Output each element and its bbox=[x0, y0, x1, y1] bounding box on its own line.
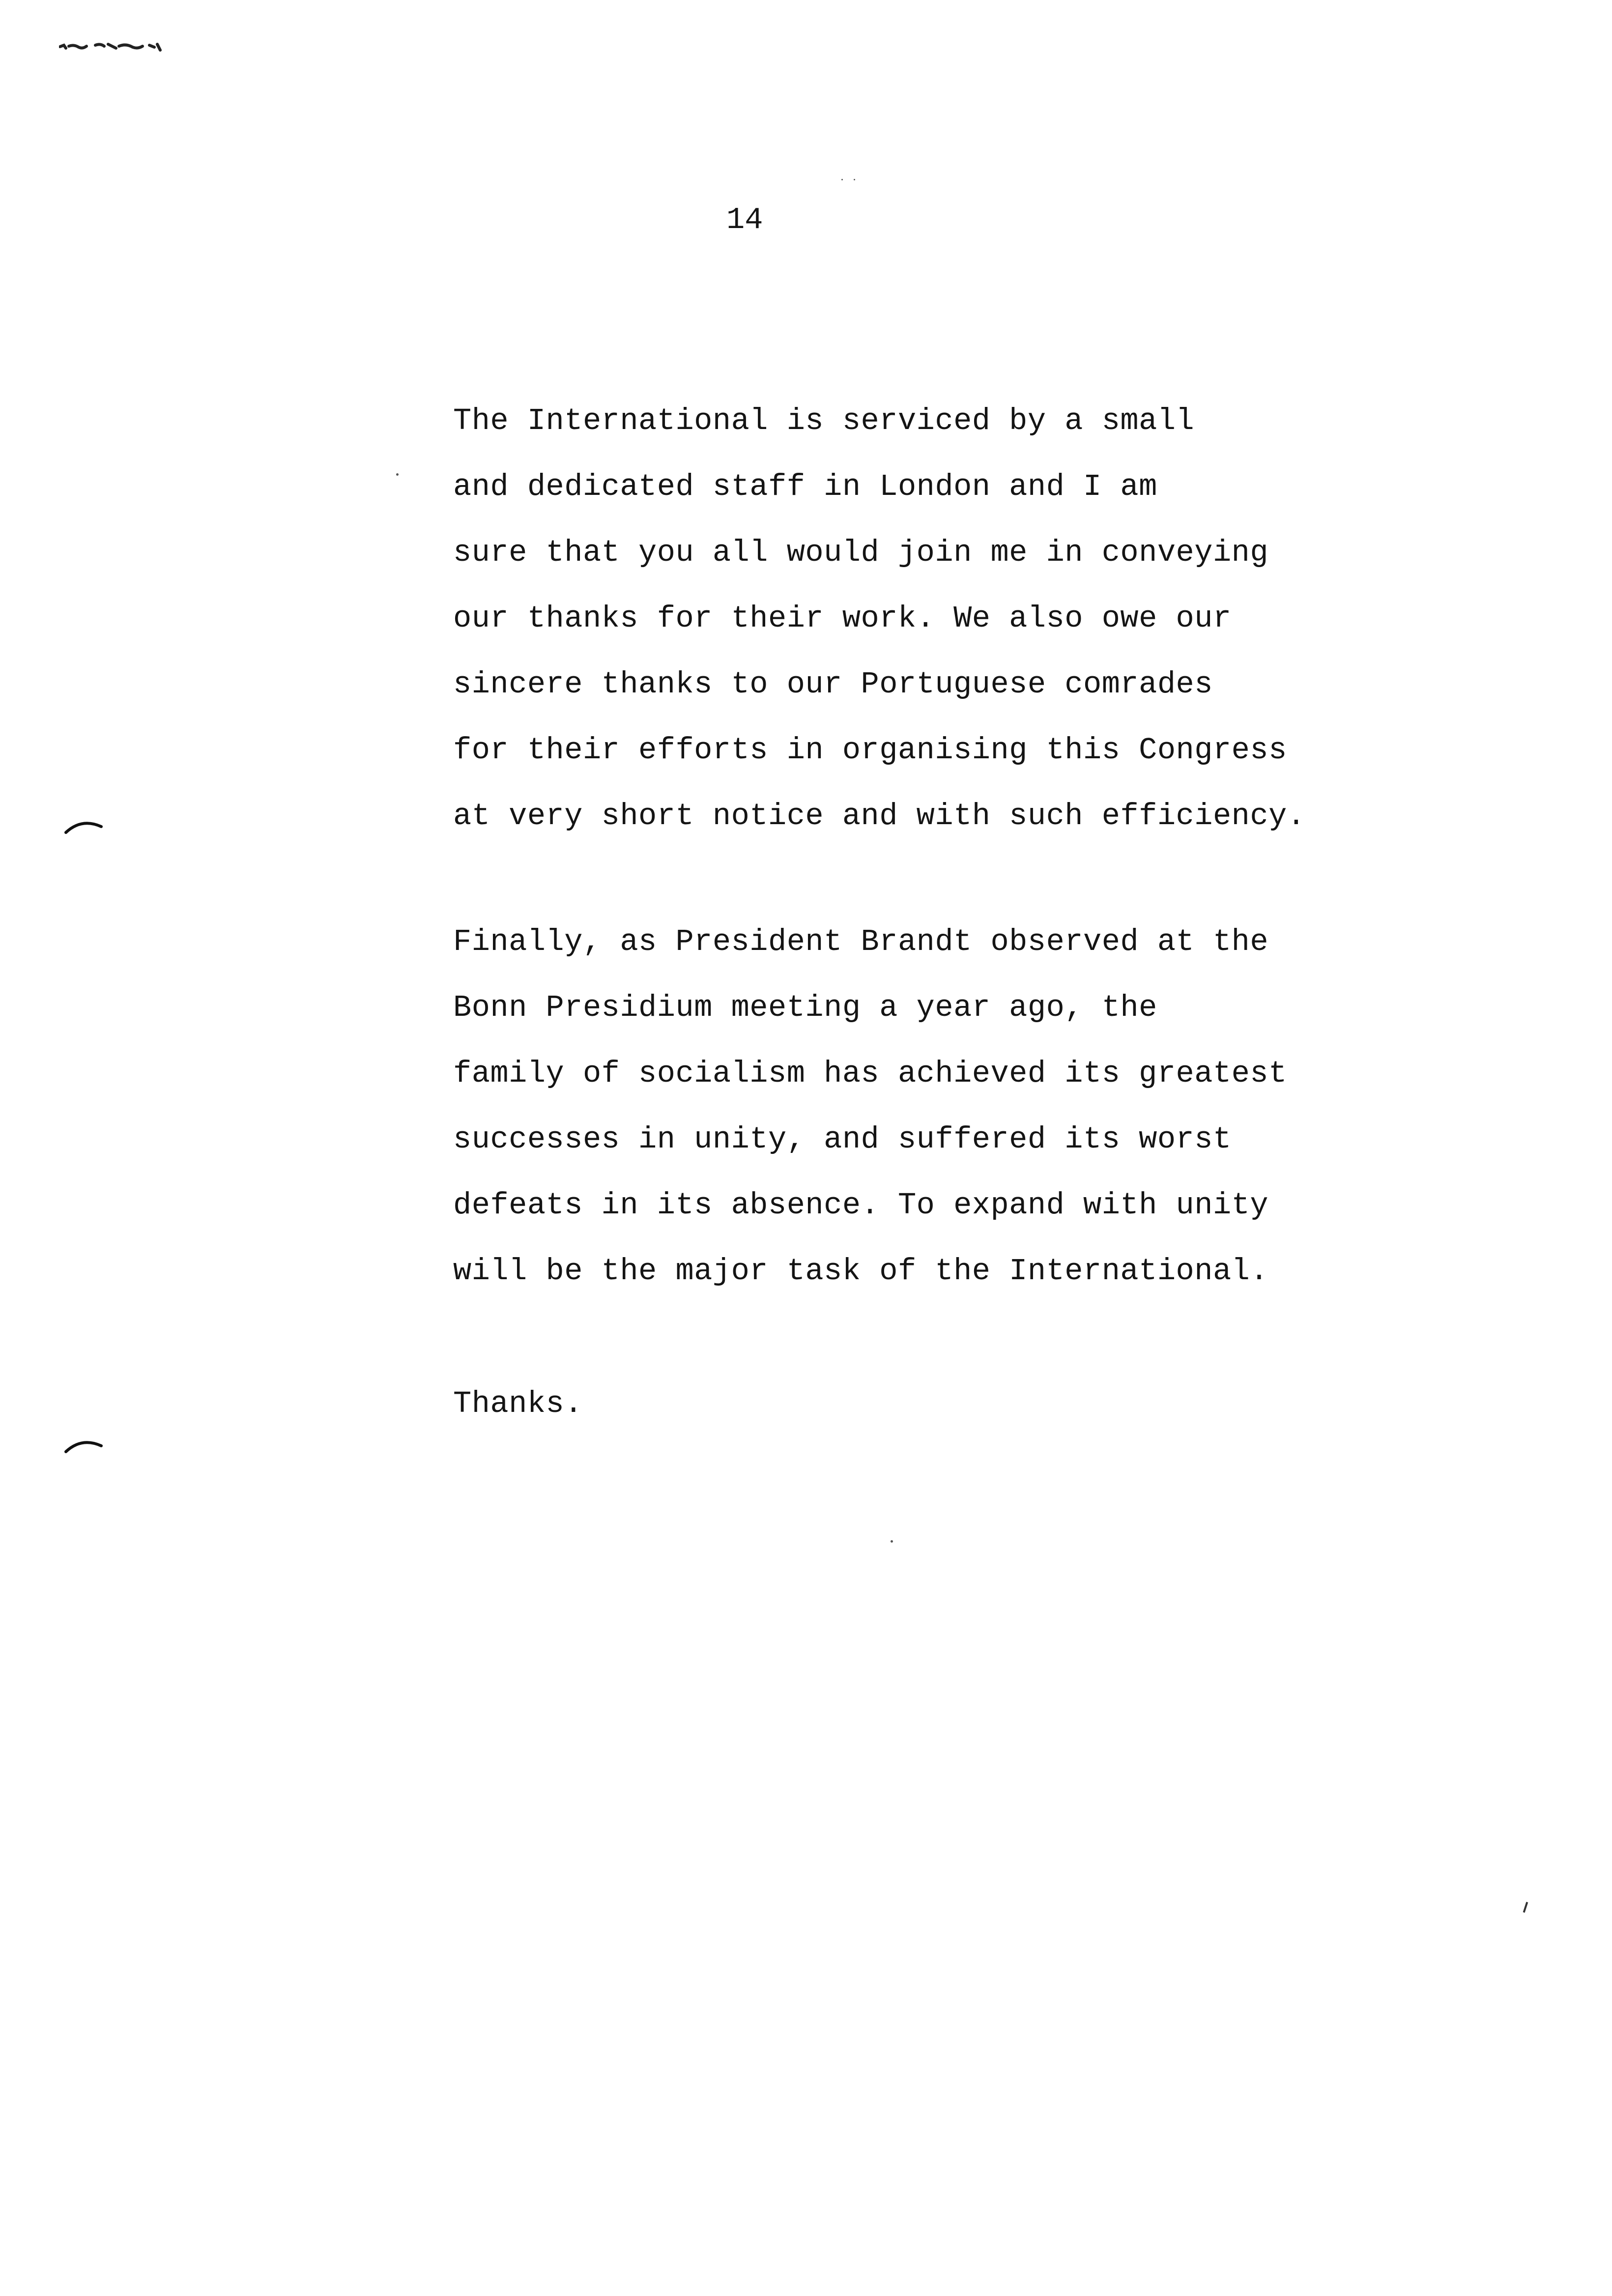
closing-line bbox=[453, 1371, 583, 1437]
text-line: for their efforts in organising this Congress bbox=[453, 733, 1287, 768]
margin-punch-mark bbox=[64, 816, 103, 835]
text-line: at very short notice and with such efficiency. bbox=[453, 799, 1306, 833]
paragraph-staff-thanks bbox=[453, 388, 1305, 849]
text-line: sure that you all would join me in conveying bbox=[453, 535, 1269, 570]
text-line: defeats in its absence. To expand with unity bbox=[453, 1188, 1269, 1223]
text-line: The International is serviced by a small bbox=[453, 403, 1195, 438]
text-line: sincere thanks to our Portuguese comrades bbox=[453, 667, 1213, 702]
scan-smudge-mark bbox=[59, 39, 167, 54]
scan-speck bbox=[396, 473, 399, 476]
text-line: successes in unity, and suffered its worst bbox=[453, 1122, 1232, 1157]
text-line: will be the major task of the International. bbox=[453, 1254, 1269, 1289]
text-line: Bonn Presidium meeting a year ago, the bbox=[453, 990, 1157, 1025]
scan-speck bbox=[841, 179, 843, 180]
text-line: Finally, as President Brandt observed at the bbox=[453, 924, 1269, 959]
page-number: 14 bbox=[726, 202, 763, 237]
closing-text: Thanks. bbox=[453, 1386, 583, 1421]
text-line: and dedicated staff in London and I am bbox=[453, 469, 1157, 504]
text-line: our thanks for their work. We also owe our bbox=[453, 601, 1232, 636]
margin-punch-mark bbox=[64, 1435, 103, 1455]
paragraph-unity bbox=[453, 909, 1287, 1304]
scan-speck bbox=[891, 1540, 893, 1543]
scan-tick-mark bbox=[1523, 1902, 1528, 1913]
text-line: family of socialism has achieved its greatest bbox=[453, 1056, 1287, 1091]
scan-speck bbox=[854, 179, 855, 180]
